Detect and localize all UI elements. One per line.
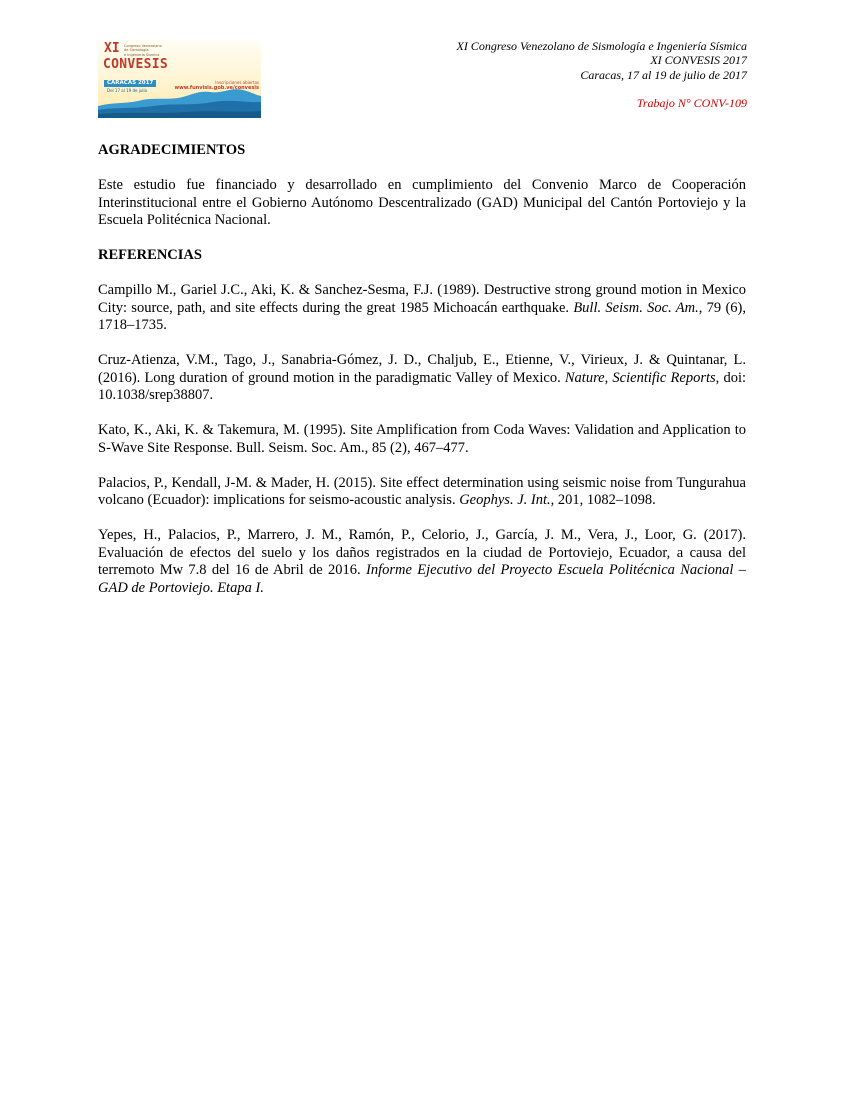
logo-small-line: de Sismología	[124, 48, 149, 53]
reference-separator: ,	[604, 369, 613, 386]
header-paper-number: Trabajo N° CONV-109	[636, 96, 747, 111]
logo-name: CONVESIS	[103, 57, 169, 72]
reference-authors-title: Yepes, H., Palacios, P., Marrero, J. M., Ramón, P., Celorio, J., García, J. M., Vera, J., Loor, G. (2017). Evaluación de efectos del suelo y los daños registrados en la ciudad de Portoviejo, Ecuador, a causa del terremoto Mw 7.8 del 16 de Abril de 2016.	[98, 527, 746, 578]
reference-authors-title: Cruz-Atienza, V.M., Tago, J., Sanabria-Gómez, J. D., Chaljub, E., Etienne, V., Virieux, J. & Quintanar, L. (2016). Long duration of ground motion in the paradigmatic Valley of Mexico.	[98, 352, 746, 386]
logo-mountain-graphic	[98, 40, 261, 118]
reference-item	[98, 527, 746, 597]
logo-small-line: Congreso Venezolano	[124, 44, 162, 48]
logo-roman-numeral: XI	[104, 41, 120, 56]
references-heading: REFERENCIAS	[98, 247, 202, 263]
reference-authors-title: Kato, K., Aki, K. & Takemura, M. (1995). Site Amplification from Coda Waves: Validation and Application to S-Wave Site Response. Bull. Seism. Soc. Am., 85 (2), 467–477.	[98, 422, 746, 456]
logo-city-badge: CARACAS 2017	[104, 80, 156, 87]
reference-journal-secondary: Scientific Reports	[612, 369, 716, 386]
reference-details: , 201, 1082–1098.	[550, 492, 656, 508]
header-location-date: Caracas, 17 al 19 de julio de 2017	[580, 67, 747, 82]
reference-authors-title: Palacios, P., Kendall, J-M. & Mader, H. (2015). Site effect determination using seismic noise from Tungurahua volcano (Ecuador): implications for seismo-acoustic analysis.	[98, 474, 746, 508]
reference-journal: Bull. Seism. Soc. Am.	[573, 299, 699, 316]
acknowledgements-heading: AGRADECIMIENTOS	[98, 142, 246, 158]
reference-item	[98, 352, 746, 405]
page-header	[456, 39, 747, 111]
logo-small-line: e Ingeniería Sísmica	[124, 52, 160, 57]
reference-journal: Informe Ejecutivo del Proyecto Escuela Politécnica Nacional – GAD de Portoviejo. Etapa I.	[98, 562, 746, 596]
header-edition: XI CONVESIS 2017	[650, 53, 747, 68]
reference-details: , 79 (6), 1718–1735.	[98, 299, 746, 333]
reference-details: , doi: 10.1038/srep38807.	[98, 369, 747, 403]
convesis-logo	[98, 40, 261, 118]
reference-journal: Geophys. J. Int.	[459, 492, 551, 508]
logo-url: www.funvisis.gob.ve/convesis	[174, 85, 259, 91]
reference-item	[98, 282, 746, 335]
logo-dates: Del 17 al 19 de julio	[107, 88, 148, 93]
logo-inscriptions: Inscripciones abiertas	[215, 80, 259, 85]
header-congress: XI Congreso Venezolano de Sismología e Ingeniería Sísmica	[456, 39, 747, 53]
logo-congress-text	[124, 44, 168, 57]
reference-authors-title: Campillo M., Gariel J.C., Aki, K. & Sanchez-Sesma, F.J. (1989). Destructive strong ground motion in Mexico City: source, path, and site effects during the great 1985 Michoacán earthquake.	[98, 282, 746, 316]
acknowledgements-text: Este estudio fue financiado y desarrollado en cumplimiento del Convenio Marco de Cooperación Interinstitucional entre el Gobierno Autónomo Descentralizado (GAD) Municipal del Cantón Portoviejo y la Escuela Politécnica Nacional.	[98, 177, 746, 228]
reference-item	[98, 422, 746, 457]
reference-journal: Nature	[564, 369, 605, 386]
document-body	[98, 142, 746, 615]
reference-item	[98, 475, 746, 510]
